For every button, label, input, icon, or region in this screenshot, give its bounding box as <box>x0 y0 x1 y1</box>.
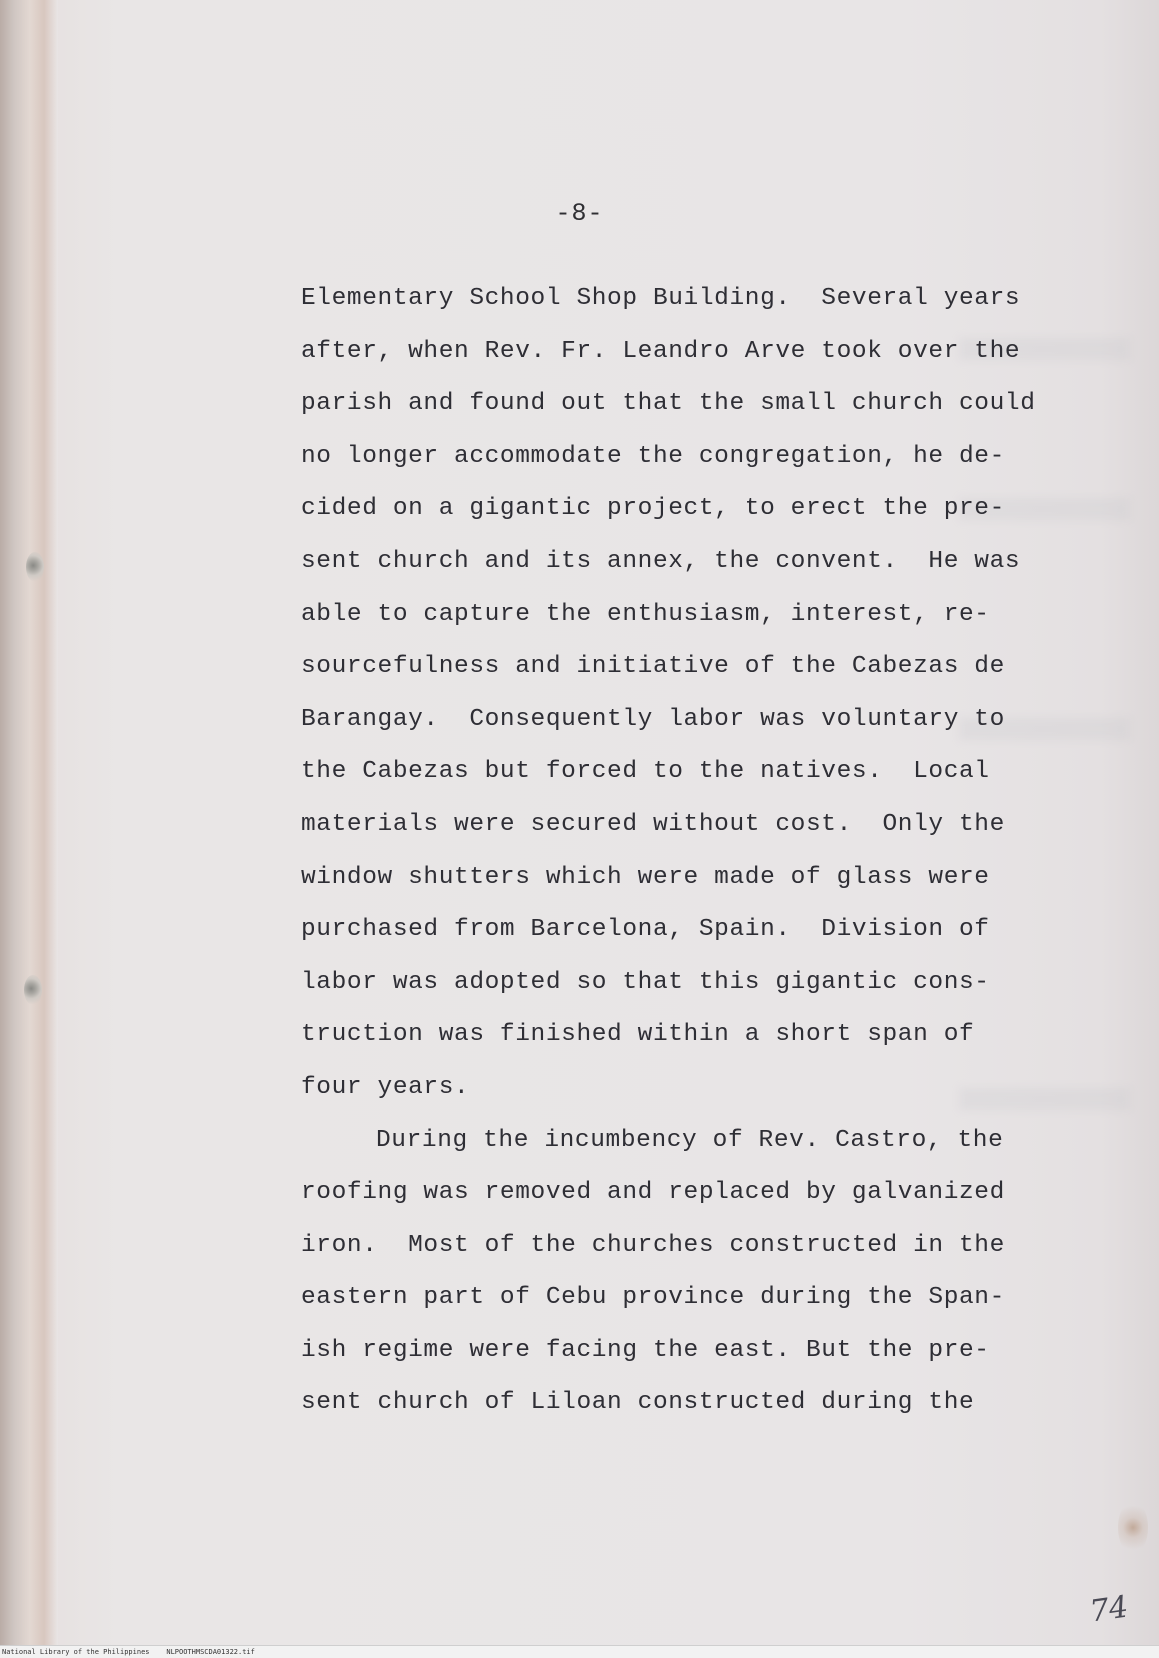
text-line: after, when Rev. Fr. Leandro Arve took over the <box>301 337 1021 365</box>
text-line: four years. <box>301 1073 470 1101</box>
text-line: cided on a gigantic project, to erect the pre- <box>301 495 1005 523</box>
text-line: purchased from Barcelona, Spain. Division of <box>301 916 990 944</box>
text-line: eastern part of Cebu province during the Span- <box>301 1284 1005 1312</box>
text-line: sent church of Liloan constructed during the <box>301 1389 975 1417</box>
text-line: ish regime were facing the east. But the pre- <box>301 1336 990 1364</box>
text-line: materials were secured without cost. Only the <box>301 810 1005 838</box>
text-line: able to capture the enthusiasm, interest, re- <box>301 600 990 628</box>
body-text <box>301 273 1091 1430</box>
text-line: sent church and its annex, the convent. He was <box>301 547 1021 575</box>
text-line: truction was finished within a short span of <box>301 1021 975 1049</box>
text-line: Barangay. Consequently labor was voluntary to <box>301 705 1005 733</box>
page-number: -8- <box>555 199 604 228</box>
binding-edge <box>0 0 58 1645</box>
paper-stain <box>1118 1500 1148 1555</box>
scan-footer <box>0 1645 1159 1658</box>
handwritten-page-mark: 74 <box>1087 1589 1131 1630</box>
punch-hole <box>24 975 42 1005</box>
text-line: Elementary School Shop Building. Several years <box>301 285 1021 312</box>
text-line: parish and found out that the small church could <box>301 390 1036 418</box>
text-line: iron. Most of the churches constructed in the <box>301 1231 1005 1259</box>
text-line: window shutters which were made of glass were <box>301 863 990 891</box>
text-line: the Cabezas but forced to the natives. Local <box>301 758 990 786</box>
text-line: no longer accommodate the congregation, he de- <box>301 442 1005 470</box>
text-line: sourcefulness and initiative of the Cabezas de <box>301 653 1005 681</box>
text-line: During the incumbency of Rev. Castro, the <box>376 1126 1004 1154</box>
scan-footer-text: National Library of the Philippines NLPOOTHMSCDA01322.tif <box>2 1648 255 1656</box>
text-line: roofing was removed and replaced by galvanized <box>301 1179 1005 1207</box>
text-line: labor was adopted so that this gigantic cons- <box>301 968 990 996</box>
punch-hole <box>26 552 44 582</box>
